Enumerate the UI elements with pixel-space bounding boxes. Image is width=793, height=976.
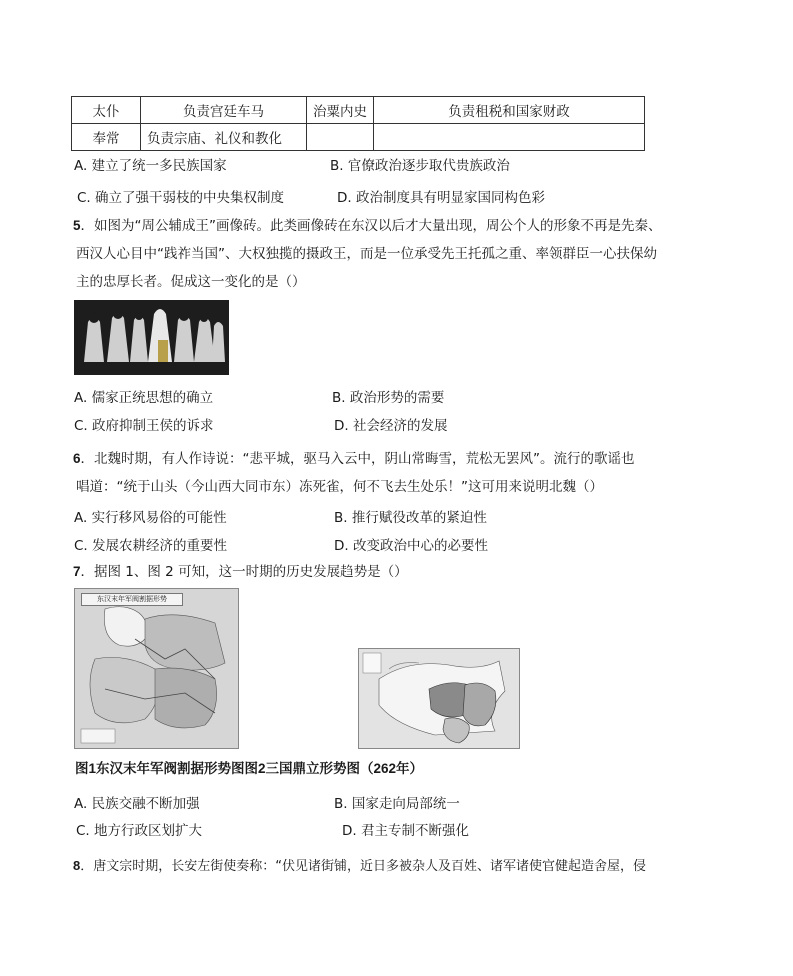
q4-option-a: A. 建立了统一多民族国家 [74, 158, 227, 174]
table-cell [307, 124, 374, 151]
q5-option-d: D. 社会经济的发展 [334, 418, 448, 434]
q7-figure-caption: 图1东汉末年军阀割据形势图图2三国鼎立形势图（262年） [75, 761, 424, 776]
q7-option-d: D. 君主专制不断强化 [342, 823, 469, 839]
q4-option-b: B. 官僚政治逐步取代贵族政治 [330, 158, 510, 174]
q7-option-c: C. 地方行政区划扩大 [76, 823, 203, 839]
q5-option-c: C. 政府抑制王侯的诉求 [74, 418, 214, 434]
table-cell [374, 124, 645, 151]
q7-stem-line1 [73, 562, 408, 582]
q5-stem-line3: 主的忠厚长者。促成这一变化的是（） [76, 274, 306, 290]
portrait-brick-image [74, 300, 229, 375]
brick-figures-icon [74, 300, 229, 375]
q4-option-c: C. 确立了强干弱枝的中央集权制度 [77, 190, 285, 206]
table-row [72, 124, 645, 151]
map-territory-icon [75, 589, 238, 748]
q5-text: ．如图为“周公辅成王”画像砖。此类画像砖在东汉以后才大量出现，周公个人的形象不再是先秦、 [80, 218, 662, 234]
q8-text: ．唐文宗时期，长安左街使奏称：“伏见诸街铺，近日多被杂人及百姓、诸军诸使官健起造舍屋，侵 [80, 859, 646, 874]
q7-number: 7 [73, 564, 81, 579]
map-kingdoms-icon [359, 649, 519, 748]
q5-number: 5 [73, 218, 81, 233]
q8-stem-line1 [73, 856, 646, 877]
q7-option-a: A. 民族交融不断加强 [74, 796, 200, 812]
q6-option-c: C. 发展农耕经济的重要性 [74, 538, 228, 554]
map-three-kingdoms [358, 648, 520, 749]
q6-option-d: D. 改变政治中心的必要性 [334, 538, 488, 554]
q5-option-a: A. 儒家正统思想的确立 [74, 390, 214, 406]
q7-text: ．据图 1、图 2 可知，这一时期的历史发展趋势是（） [80, 564, 408, 580]
table-cell: 治粟内史 [307, 97, 374, 124]
table-cell: 负责租税和国家财政 [374, 97, 645, 124]
table-cell: 负责宗庙、礼仪和教化 [141, 124, 307, 151]
map-eastern-han-warlords [74, 588, 239, 749]
q6-number: 6 [73, 451, 81, 466]
q6-text: ．北魏时期，有人作诗说：“悲平城，驱马入云中，阴山常晦雪，荒松无罢风”。流行的歌谣也 [80, 451, 635, 467]
q5-option-b: B. 政治形势的需要 [332, 390, 445, 406]
q7-option-b: B. 国家走向局部统一 [334, 796, 460, 812]
table-cell: 负责宫廷车马 [141, 97, 307, 124]
q6-option-a: A. 实行移风易俗的可能性 [74, 510, 227, 526]
q6-stem-line2: 唱道：“统于山头（今山西大同市东）冻死雀，何不飞去生处乐！”这可用来说明北魏（） [76, 479, 603, 495]
q4-option-d: D. 政治制度具有明显家国同构色彩 [337, 190, 545, 206]
officials-table [71, 96, 645, 151]
table-cell: 奉常 [72, 124, 141, 151]
map1-title: 东汉末年军阀割据形势 [81, 593, 183, 606]
q8-number: 8 [73, 858, 81, 873]
q6-option-b: B. 推行赋役改革的紧迫性 [334, 510, 487, 526]
q5-stem-line1 [73, 216, 662, 236]
table-row [72, 97, 645, 124]
q6-stem-line1 [73, 449, 635, 469]
table-cell: 太仆 [72, 97, 141, 124]
q5-stem-line2: 西汉人心目中“践祚当国”、大权独揽的摄政王，而是一位承受先王托孤之重、率领群臣一心扶保幼 [76, 246, 657, 262]
